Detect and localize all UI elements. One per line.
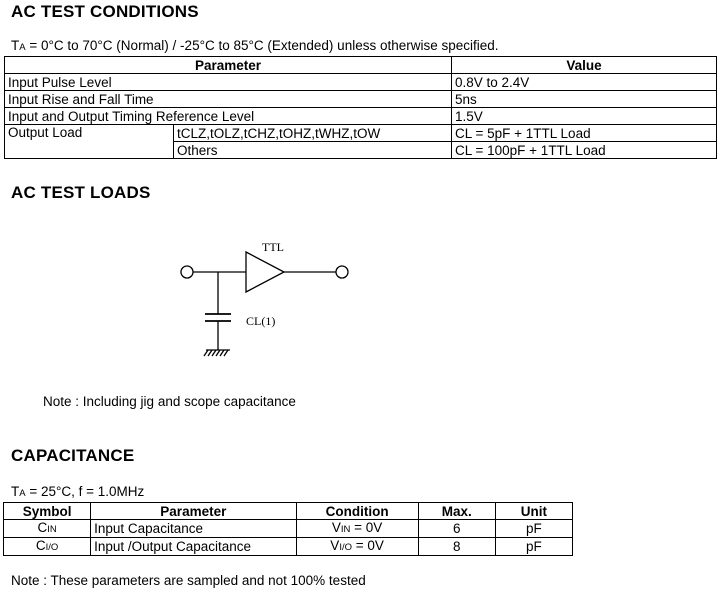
capacitance-note: Note : These parameters are sampled and not 100% tested: [11, 573, 366, 588]
load-condition-cell: Others: [174, 142, 452, 159]
table-header-row: [4, 503, 573, 520]
capacitance-heading: CAPACITANCE: [11, 446, 135, 465]
parameter-cell: Input Rise and Fall Time: [5, 91, 452, 108]
cl-label: CL(1): [246, 314, 276, 328]
output-terminal-icon: [336, 266, 348, 278]
ac-test-conditions-heading: AC TEST CONDITIONS: [11, 2, 199, 21]
parameter-cell: Input Capacitance: [91, 520, 296, 538]
load-condition-cell: tCLZ,tOLZ,tCHZ,tOHZ,tWHZ,tOW: [174, 125, 452, 142]
capacitance-table: [3, 502, 573, 556]
ground-icon: [204, 350, 230, 356]
condition-cell: VI/O = 0V: [296, 538, 418, 556]
unit-cell: pF: [495, 538, 572, 556]
unit-cell: pF: [495, 520, 572, 538]
symbol-header: Symbol: [4, 503, 91, 520]
value-cell: CL = 100pF + 1TTL Load: [452, 142, 717, 159]
table-row: [4, 520, 573, 538]
max-cell: 8: [418, 538, 495, 556]
ttl-label: TTL: [262, 240, 284, 254]
parameter-cell: Input and Output Timing Reference Level: [5, 108, 452, 125]
max-cell: 6: [418, 520, 495, 538]
value-cell: CL = 5pF + 1TTL Load: [452, 125, 717, 142]
parameter-header: Parameter: [5, 57, 452, 74]
value-cell: 0.8V to 2.4V: [452, 74, 717, 91]
value-cell: 1.5V: [452, 108, 717, 125]
parameter-cell: Input /Output Capacitance: [91, 538, 296, 556]
value-cell: 5ns: [452, 91, 717, 108]
input-terminal-icon: [181, 266, 193, 278]
max-header: Max.: [418, 503, 495, 520]
symbol-cell: CI/O: [4, 538, 91, 556]
parameter-cell: Input Pulse Level: [5, 74, 452, 91]
ac-conditions-note: TA = 0°C to 70°C (Normal) / -25°C to 85°C (Extended) unless otherwise specified.: [11, 38, 499, 53]
condition-header: Condition: [296, 503, 418, 520]
value-header: Value: [452, 57, 717, 74]
symbol-cell: CIN: [4, 520, 91, 538]
test-loads-note: Note : Including jig and scope capacitance: [43, 394, 296, 409]
output-load-label: Output Load: [5, 125, 174, 159]
unit-header: Unit: [495, 503, 572, 520]
capacitance-conditions-note: TA = 25°C, f = 1.0MHz: [11, 484, 145, 499]
ttl-buffer-icon: [246, 252, 284, 292]
condition-cell: VIN = 0V: [296, 520, 418, 538]
parameter-header: Parameter: [91, 503, 296, 520]
table-row: [4, 538, 573, 556]
ac-test-loads-heading: AC TEST LOADS: [11, 183, 151, 202]
